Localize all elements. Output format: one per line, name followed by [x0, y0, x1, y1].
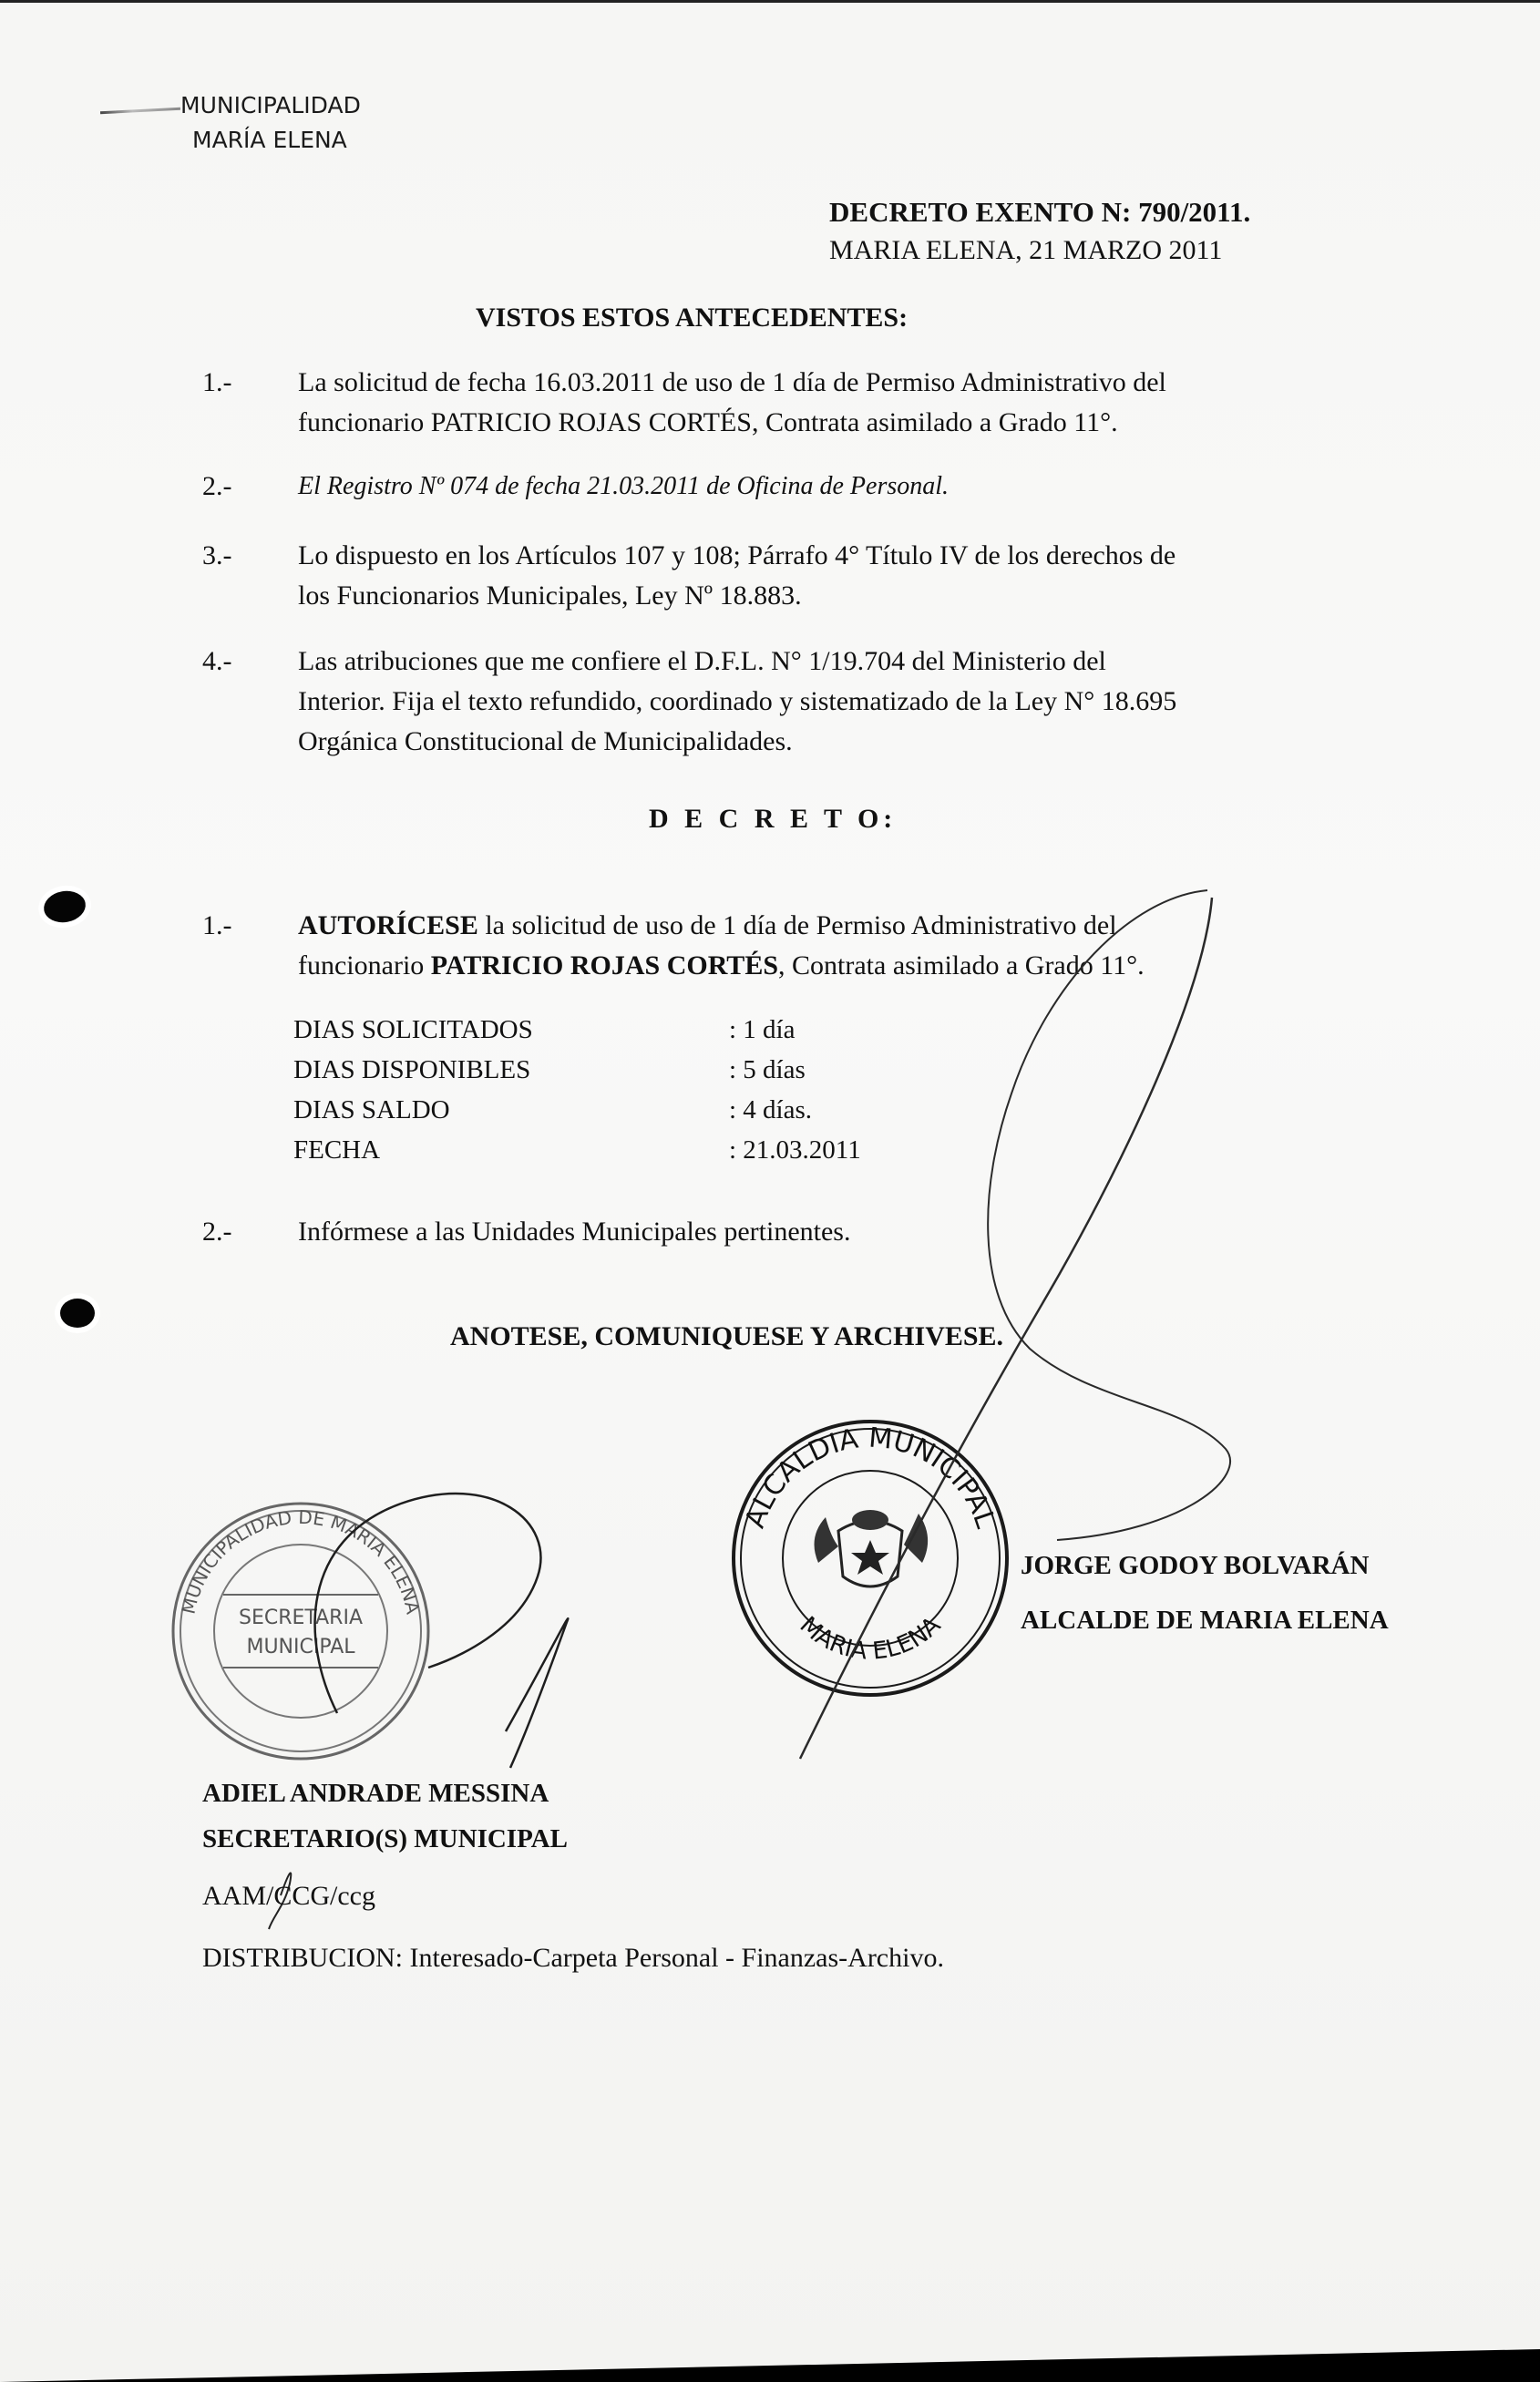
item-line: Interior. Fija el texto refundido, coordinado y sistematizado de la Ley N° 18.695	[298, 686, 1177, 716]
item-line	[298, 946, 1273, 986]
detail-label: FECHA	[293, 1135, 381, 1165]
closing-formula: ANOTESE, COMUNIQUESE Y ARCHIVESE.	[450, 1321, 1004, 1351]
detail-value: : 4 días.	[729, 1095, 813, 1124]
authorize-keyword: AUTORÍCESE	[298, 910, 478, 940]
item-line: Las atribuciones que me confiere el D.F.L. N° 1/19.704 del Ministerio del	[298, 646, 1106, 676]
item-line: El Registro Nº 074 de fecha 21.03.2011 de Oficina de Personal.	[298, 472, 950, 500]
item-number: 3.-	[202, 540, 232, 570]
item-number: 1.-	[202, 367, 232, 397]
item-line: los Funcionarios Municipales, Ley Nº 18.883.	[298, 580, 802, 611]
employee-name: PATRICIO ROJAS CORTÉS	[430, 950, 779, 981]
detail-label: DIAS DISPONIBLES	[293, 1055, 531, 1084]
item-number: 4.-	[202, 646, 232, 676]
detail-value: : 21.03.2011	[729, 1135, 861, 1165]
secretary-title: SECRETARIO(S) MUNICIPAL	[202, 1824, 568, 1853]
secretary-stamp-center-1: SECRETARIA	[238, 1607, 364, 1629]
detail-label: DIAS SALDO	[293, 1095, 450, 1124]
secretary-stamp-ring-text: MUNICIPALIDAD DE MARIA ELENA	[177, 1505, 425, 1617]
item-text: funcionario	[298, 950, 431, 981]
item-line	[298, 906, 1273, 946]
detail-value: : 1 día	[729, 1015, 796, 1044]
distribution-list: DISTRIBUCION: Interesado-Carpeta Personal - Finanzas-Archivo.	[202, 1943, 944, 1973]
mayor-name: JORGE GODOY BOLVARÁN	[1021, 1551, 1370, 1580]
mayor-stamp-town-text: MARIA ELENA	[794, 1611, 947, 1666]
item-line: Infórmese a las Unidades Municipales pertinentes.	[298, 1217, 851, 1247]
mayor-title: ALCALDE DE MARIA ELENA	[1021, 1606, 1389, 1635]
typist-initials: AAM/CCG/ccg	[202, 1881, 375, 1911]
decree-number: DECRETO EXENTO N: 790/2011.	[829, 196, 1251, 228]
item-number: 2.-	[202, 471, 232, 501]
punch-hole	[60, 1299, 95, 1328]
letterhead-town: MARÍA ELENA	[192, 127, 347, 153]
secretary-stamp-center-2: MUNICIPAL	[246, 1636, 355, 1658]
detail-label: DIAS SOLICITADOS	[293, 1015, 533, 1044]
detail-value: : 5 días	[729, 1055, 806, 1084]
vistos-heading: VISTOS ESTOS ANTECEDENTES:	[476, 303, 909, 333]
mayor-stamp-ring-text: ALCALDIA MUNICIPAL	[739, 1422, 1001, 1533]
item-line: Orgánica Constitucional de Municipalidades.	[298, 726, 793, 756]
scan-top-edge	[0, 0, 1540, 3]
item-line: Lo dispuesto en los Artículos 107 y 108; Párrafo 4° Título IV de los derechos de	[298, 540, 1176, 570]
decree-place-date: MARIA ELENA, 21 MARZO 2011	[829, 235, 1223, 265]
decreto-heading: D E C R E T O:	[649, 804, 898, 834]
item-line: La solicitud de fecha 16.03.2011 de uso de 1 día de Permiso Administrativo del	[298, 367, 1166, 397]
item-number: 1.-	[202, 910, 232, 940]
item-line: funcionario PATRICIO ROJAS CORTÉS, Contrata asimilado a Grado 11°.	[298, 407, 1118, 437]
item-text: , Contrata asimilado a Grado 11°.	[778, 950, 1145, 981]
item-text: la solicitud de uso de 1 día de Permiso Administrativo del	[477, 910, 1117, 940]
secretary-name: ADIEL ANDRADE MESSINA	[202, 1779, 549, 1808]
item-number: 2.-	[202, 1217, 232, 1247]
letterhead-municipality: MUNICIPALIDAD	[180, 92, 361, 118]
